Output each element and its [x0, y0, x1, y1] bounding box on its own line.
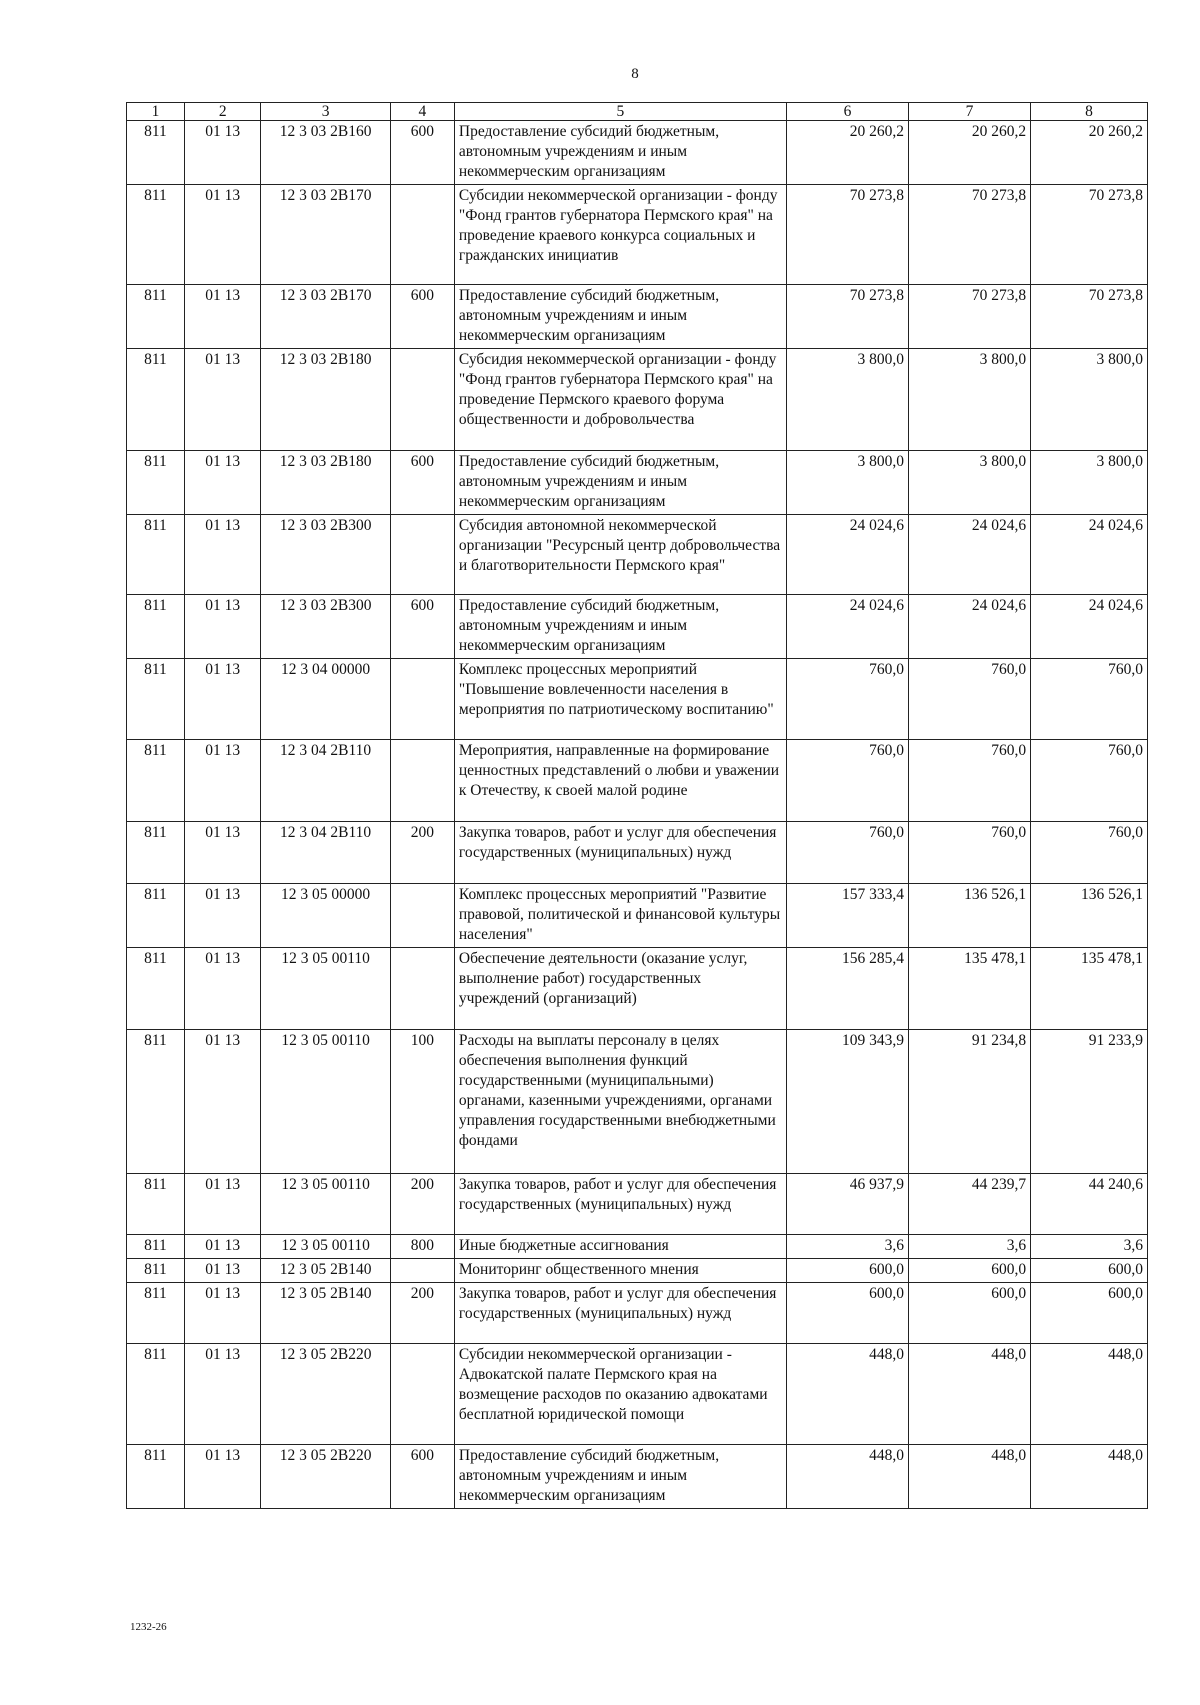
cell-amount-year1: 157 333,4 [786, 884, 908, 948]
cell-amount-year1: 760,0 [786, 740, 908, 822]
cell-expense-type [390, 349, 454, 451]
table-row [127, 1235, 1148, 1259]
cell-expense-type: 600 [390, 1445, 454, 1509]
cell-amount-year3: 3 800,0 [1031, 451, 1148, 515]
cell-description: Иные бюджетные ассигнования [454, 1235, 786, 1259]
table-row [127, 349, 1148, 451]
cell-amount-year3: 91 233,9 [1031, 1030, 1148, 1174]
cell-expense-type: 100 [390, 1030, 454, 1174]
cell-chapter: 811 [127, 1344, 185, 1445]
cell-amount-year2: 600,0 [909, 1283, 1031, 1344]
cell-description: Комплекс процессных мероприятий "Повышение вовлеченности населения в мероприятия по патриотическому воспитанию" [454, 659, 786, 740]
cell-chapter: 811 [127, 595, 185, 659]
table-row [127, 451, 1148, 515]
cell-amount-year2: 600,0 [909, 1259, 1031, 1283]
cell-target-article: 12 3 05 2В140 [261, 1283, 390, 1344]
cell-amount-year2: 760,0 [909, 659, 1031, 740]
cell-amount-year1: 448,0 [786, 1344, 908, 1445]
cell-description: Мероприятия, направленные на формирование ценностных представлений о любви и уважении к Отечеству, к своей малой родине [454, 740, 786, 822]
cell-amount-year1: 70 273,8 [786, 285, 908, 349]
cell-section: 01 13 [184, 1030, 261, 1174]
cell-target-article: 12 3 05 00110 [261, 1030, 390, 1174]
cell-amount-year1: 20 260,2 [786, 121, 908, 185]
cell-amount-year2: 20 260,2 [909, 121, 1031, 185]
cell-amount-year2: 135 478,1 [909, 948, 1031, 1030]
cell-chapter: 811 [127, 822, 185, 884]
cell-description: Предоставление субсидий бюджетным, автономным учреждениям и иным некоммерческим организациям [454, 285, 786, 349]
cell-description: Закупка товаров, работ и услуг для обеспечения государственных (муниципальных) нужд [454, 822, 786, 884]
table-row [127, 1174, 1148, 1235]
cell-chapter: 811 [127, 1259, 185, 1283]
cell-amount-year1: 24 024,6 [786, 595, 908, 659]
cell-expense-type: 600 [390, 121, 454, 185]
cell-amount-year2: 760,0 [909, 822, 1031, 884]
table-row [127, 659, 1148, 740]
cell-amount-year1: 46 937,9 [786, 1174, 908, 1235]
budget-table [126, 102, 1148, 1509]
cell-target-article: 12 3 03 2В170 [261, 185, 390, 285]
cell-chapter: 811 [127, 1030, 185, 1174]
table-row [127, 740, 1148, 822]
table-row [127, 1283, 1148, 1344]
cell-amount-year2: 91 234,8 [909, 1030, 1031, 1174]
cell-expense-type [390, 1344, 454, 1445]
cell-chapter: 811 [127, 1445, 185, 1509]
cell-section: 01 13 [184, 349, 261, 451]
cell-section: 01 13 [184, 1344, 261, 1445]
cell-amount-year1: 760,0 [786, 822, 908, 884]
cell-description: Комплекс процессных мероприятий "Развитие правовой, политической и финансовой культуры населения" [454, 884, 786, 948]
cell-expense-type [390, 948, 454, 1030]
cell-description: Обеспечение деятельности (оказание услуг, выполнение работ) государственных учреждений (организаций) [454, 948, 786, 1030]
table-row [127, 1344, 1148, 1445]
cell-amount-year1: 3,6 [786, 1235, 908, 1259]
cell-target-article: 12 3 05 2В220 [261, 1445, 390, 1509]
cell-description: Предоставление субсидий бюджетным, автономным учреждениям и иным некоммерческим организациям [454, 595, 786, 659]
table-row [127, 822, 1148, 884]
cell-amount-year3: 3 800,0 [1031, 349, 1148, 451]
table-row [127, 121, 1148, 185]
cell-target-article: 12 3 03 2В170 [261, 285, 390, 349]
cell-chapter: 811 [127, 285, 185, 349]
cell-amount-year3: 600,0 [1031, 1259, 1148, 1283]
cell-target-article: 12 3 04 00000 [261, 659, 390, 740]
cell-amount-year2: 24 024,6 [909, 595, 1031, 659]
cell-expense-type [390, 884, 454, 948]
cell-section: 01 13 [184, 121, 261, 185]
cell-target-article: 12 3 05 00110 [261, 948, 390, 1030]
cell-amount-year1: 600,0 [786, 1283, 908, 1344]
cell-section: 01 13 [184, 185, 261, 285]
cell-amount-year3: 760,0 [1031, 822, 1148, 884]
cell-section: 01 13 [184, 285, 261, 349]
cell-target-article: 12 3 03 2В300 [261, 515, 390, 595]
cell-section: 01 13 [184, 884, 261, 948]
cell-expense-type: 600 [390, 451, 454, 515]
cell-amount-year2: 3,6 [909, 1235, 1031, 1259]
cell-amount-year2: 136 526,1 [909, 884, 1031, 948]
cell-amount-year2: 24 024,6 [909, 515, 1031, 595]
cell-amount-year2: 448,0 [909, 1344, 1031, 1445]
cell-amount-year3: 600,0 [1031, 1283, 1148, 1344]
cell-description: Субсидии некоммерческой организации - Адвокатской палате Пермского края на возмещение расходов по оказанию адвокатами бесплатной юридической помощи [454, 1344, 786, 1445]
cell-section: 01 13 [184, 948, 261, 1030]
cell-amount-year2: 760,0 [909, 740, 1031, 822]
cell-amount-year1: 3 800,0 [786, 349, 908, 451]
column-header: 4 [390, 103, 454, 121]
column-header: 3 [261, 103, 390, 121]
cell-description: Мониторинг общественного мнения [454, 1259, 786, 1283]
cell-amount-year2: 70 273,8 [909, 285, 1031, 349]
column-header: 6 [786, 103, 908, 121]
table-row [127, 884, 1148, 948]
header-row [127, 103, 1148, 121]
cell-chapter: 811 [127, 185, 185, 285]
cell-amount-year2: 448,0 [909, 1445, 1031, 1509]
cell-amount-year3: 24 024,6 [1031, 515, 1148, 595]
cell-description: Субсидия некоммерческой организации - фонду "Фонд грантов губернатора Пермского края" на проведение Пермского краевого форума общественности и добровольчества [454, 349, 786, 451]
cell-section: 01 13 [184, 659, 261, 740]
cell-chapter: 811 [127, 659, 185, 740]
cell-description: Субсидии некоммерческой организации - фонду "Фонд грантов губернатора Пермского края" на проведение краевого конкурса социальных и гражданских инициатив [454, 185, 786, 285]
table-row [127, 1259, 1148, 1283]
cell-target-article: 12 3 04 2В110 [261, 740, 390, 822]
cell-amount-year3: 135 478,1 [1031, 948, 1148, 1030]
cell-chapter: 811 [127, 1174, 185, 1235]
cell-amount-year3: 448,0 [1031, 1445, 1148, 1509]
cell-amount-year2: 70 273,8 [909, 185, 1031, 285]
cell-amount-year1: 600,0 [786, 1259, 908, 1283]
cell-expense-type: 200 [390, 1283, 454, 1344]
cell-section: 01 13 [184, 595, 261, 659]
cell-target-article: 12 3 04 2В110 [261, 822, 390, 884]
cell-amount-year3: 3,6 [1031, 1235, 1148, 1259]
cell-amount-year3: 70 273,8 [1031, 185, 1148, 285]
cell-amount-year3: 70 273,8 [1031, 285, 1148, 349]
cell-description: Закупка товаров, работ и услуг для обеспечения государственных (муниципальных) нужд [454, 1174, 786, 1235]
table-body [127, 121, 1148, 1509]
cell-chapter: 811 [127, 515, 185, 595]
cell-description: Предоставление субсидий бюджетным, автономным учреждениям и иным некоммерческим организациям [454, 1445, 786, 1509]
table-row [127, 595, 1148, 659]
table-row [127, 1030, 1148, 1174]
cell-section: 01 13 [184, 740, 261, 822]
cell-expense-type: 200 [390, 1174, 454, 1235]
cell-amount-year1: 109 343,9 [786, 1030, 908, 1174]
table-row [127, 948, 1148, 1030]
cell-description: Субсидия автономной некоммерческой организации "Ресурсный центр добровольчества и благотворительности Пермского края" [454, 515, 786, 595]
cell-target-article: 12 3 05 00110 [261, 1174, 390, 1235]
cell-section: 01 13 [184, 1283, 261, 1344]
cell-section: 01 13 [184, 1445, 261, 1509]
cell-target-article: 12 3 05 00000 [261, 884, 390, 948]
cell-chapter: 811 [127, 948, 185, 1030]
cell-expense-type: 800 [390, 1235, 454, 1259]
cell-expense-type: 600 [390, 285, 454, 349]
table-row [127, 185, 1148, 285]
cell-amount-year3: 136 526,1 [1031, 884, 1148, 948]
cell-section: 01 13 [184, 451, 261, 515]
cell-section: 01 13 [184, 515, 261, 595]
table-row [127, 1445, 1148, 1509]
cell-amount-year3: 760,0 [1031, 659, 1148, 740]
column-header: 7 [909, 103, 1031, 121]
cell-section: 01 13 [184, 822, 261, 884]
cell-amount-year1: 70 273,8 [786, 185, 908, 285]
cell-chapter: 811 [127, 1235, 185, 1259]
column-header: 5 [454, 103, 786, 121]
cell-target-article: 12 3 03 2В300 [261, 595, 390, 659]
cell-expense-type [390, 185, 454, 285]
cell-chapter: 811 [127, 1283, 185, 1344]
cell-expense-type [390, 740, 454, 822]
footer-code: 1232-26 [130, 1621, 167, 1633]
page-number: 8 [631, 66, 639, 82]
cell-amount-year3: 24 024,6 [1031, 595, 1148, 659]
cell-description: Расходы на выплаты персоналу в целях обеспечения выполнения функций государственными (муниципальными) органами, казенными учреждениями, органами управления государственными внебюджетными фондами [454, 1030, 786, 1174]
cell-chapter: 811 [127, 451, 185, 515]
cell-section: 01 13 [184, 1259, 261, 1283]
table-row [127, 515, 1148, 595]
cell-chapter: 811 [127, 740, 185, 822]
cell-amount-year3: 760,0 [1031, 740, 1148, 822]
cell-target-article: 12 3 03 2В160 [261, 121, 390, 185]
cell-amount-year3: 20 260,2 [1031, 121, 1148, 185]
column-header: 1 [127, 103, 185, 121]
cell-target-article: 12 3 03 2В180 [261, 451, 390, 515]
cell-expense-type [390, 1259, 454, 1283]
cell-target-article: 12 3 05 00110 [261, 1235, 390, 1259]
cell-amount-year1: 24 024,6 [786, 515, 908, 595]
cell-amount-year2: 3 800,0 [909, 451, 1031, 515]
cell-amount-year3: 44 240,6 [1031, 1174, 1148, 1235]
cell-chapter: 811 [127, 121, 185, 185]
cell-amount-year1: 760,0 [786, 659, 908, 740]
cell-chapter: 811 [127, 884, 185, 948]
cell-target-article: 12 3 03 2В180 [261, 349, 390, 451]
cell-section: 01 13 [184, 1174, 261, 1235]
cell-target-article: 12 3 05 2В140 [261, 1259, 390, 1283]
cell-amount-year2: 44 239,7 [909, 1174, 1031, 1235]
cell-description: Предоставление субсидий бюджетным, автономным учреждениям и иным некоммерческим организациям [454, 451, 786, 515]
column-header: 2 [184, 103, 261, 121]
cell-amount-year1: 448,0 [786, 1445, 908, 1509]
table-row [127, 285, 1148, 349]
cell-expense-type: 200 [390, 822, 454, 884]
cell-expense-type: 600 [390, 595, 454, 659]
cell-description: Закупка товаров, работ и услуг для обеспечения государственных (муниципальных) нужд [454, 1283, 786, 1344]
cell-chapter: 811 [127, 349, 185, 451]
cell-amount-year1: 3 800,0 [786, 451, 908, 515]
cell-expense-type [390, 659, 454, 740]
cell-amount-year2: 3 800,0 [909, 349, 1031, 451]
column-header: 8 [1031, 103, 1148, 121]
cell-expense-type [390, 515, 454, 595]
cell-amount-year3: 448,0 [1031, 1344, 1148, 1445]
cell-section: 01 13 [184, 1235, 261, 1259]
cell-description: Предоставление субсидий бюджетным, автономным учреждениям и иным некоммерческим организациям [454, 121, 786, 185]
cell-amount-year1: 156 285,4 [786, 948, 908, 1030]
cell-target-article: 12 3 05 2В220 [261, 1344, 390, 1445]
